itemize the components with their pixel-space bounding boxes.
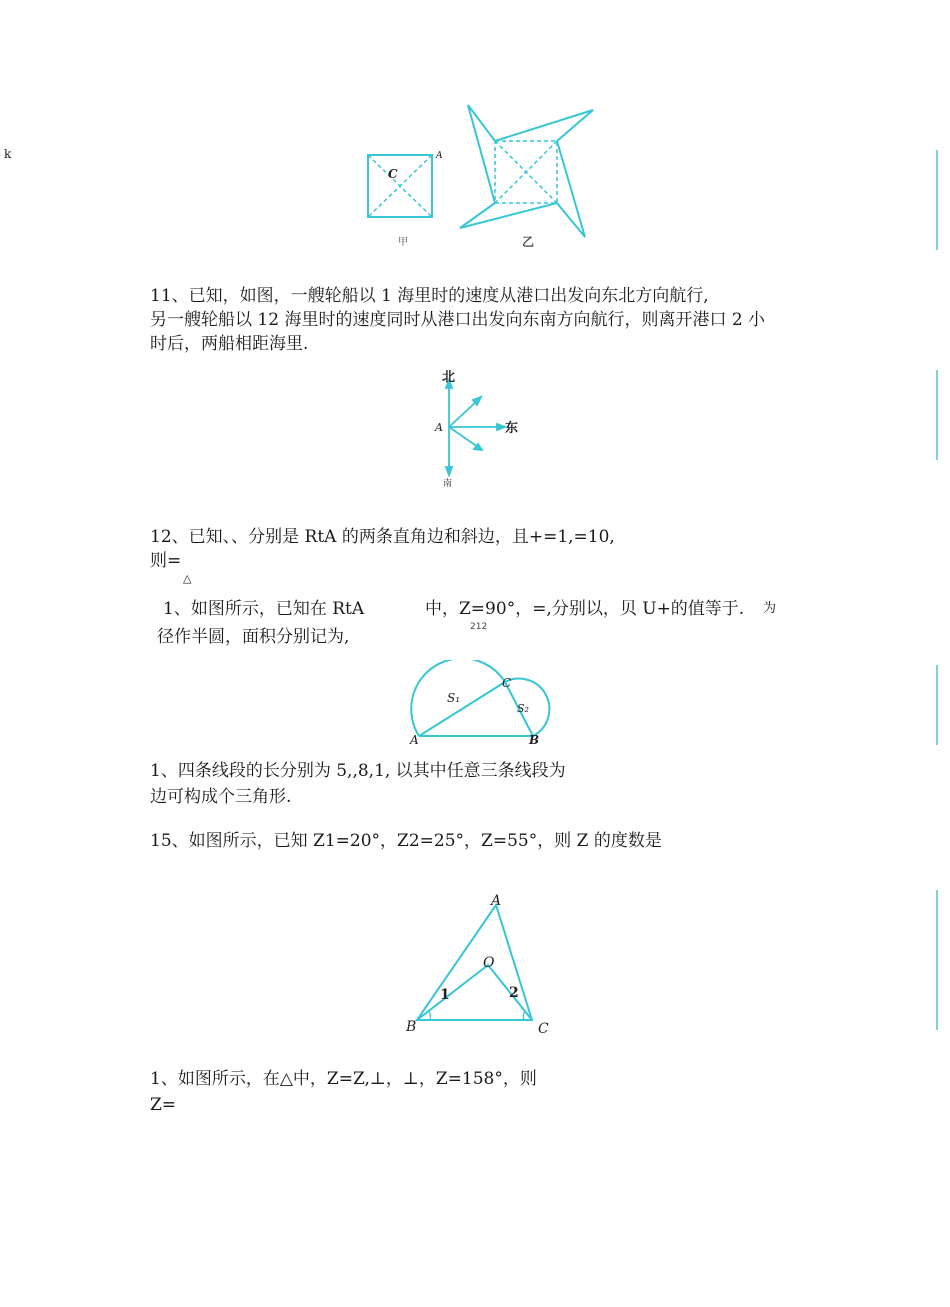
q11-line2: 另一艘轮船以 12 海里时的速度同时从港口出发向东南方向航行，则离开港口 2 小 (150, 310, 766, 330)
semicircle-label-s2: S₂ (517, 702, 529, 715)
q16-line2: Z= (150, 1095, 177, 1115)
caption-right: 乙 (522, 235, 535, 249)
q13-line1c: 为 (763, 601, 777, 616)
caption-left: 甲 (398, 237, 408, 248)
triangle-angle-1: 1 (440, 987, 450, 1003)
q13-line1a: 1、如图所示，已知在 RtA (163, 599, 365, 619)
semicircle-label-b: B (529, 733, 540, 747)
q12-line1: 12、已知、、分别是 RtA 的两条直角边和斜边，且+=1,=10, (150, 527, 615, 547)
q13-line1b: 中，Z=90°，=,分别以，贝 U+的值等于. (425, 599, 745, 619)
triangle-label-a: A (491, 893, 502, 909)
square-label-a: A (436, 151, 443, 161)
compass-north: 北 (442, 370, 456, 385)
q12-line2: 则= (150, 551, 182, 571)
q13-subscript: 212 (470, 622, 488, 632)
q11-line3: 时后，两船相距海里. (150, 334, 309, 354)
left-margin-mark: k (4, 147, 12, 161)
triangle-angle-2: 2 (509, 985, 519, 1001)
compass-figure (425, 365, 535, 490)
q16-line1: 1、如图所示，在△中，Z=Z,⊥，⊥，Z=158°，则 (150, 1069, 537, 1089)
q11-line1: 11、已知，如图，一艘轮船以 1 海里时的速度从港口出发向东北方向航行, (150, 286, 709, 306)
q14-line1: 1、四条线段的长分别为 5,,8,1, 以其中任意三条线段为 (150, 761, 566, 781)
page-edge-mark (936, 890, 938, 1030)
square-label-c: C (388, 167, 398, 181)
square-pinwheel-figure (350, 100, 610, 250)
semicircle-label-a: A (410, 733, 419, 747)
page-edge-mark (936, 150, 938, 250)
compass-east: 东 (505, 421, 519, 436)
semicircle-label-s1: S₁ (447, 691, 461, 705)
q14-line2: 边可构成个三角形. (150, 787, 292, 807)
semicircle-label-c: C (502, 676, 512, 690)
q15-line1: 15、如图所示，已知 Z1=20°，Z2=25°，Z=55°，则 Z 的度数是 (150, 831, 662, 851)
triangle-label-o: O (483, 955, 495, 971)
semicircle-figure (405, 660, 555, 750)
page-edge-mark (936, 370, 938, 460)
q13-line2: 径作半圆，面积分别记为, (157, 627, 350, 647)
triangle-label-c: C (538, 1021, 549, 1033)
q12-triangle: △ (183, 572, 192, 585)
page-edge-mark (936, 665, 938, 745)
compass-origin: A (435, 421, 443, 434)
compass-south: 南 (443, 479, 453, 489)
triangle-label-b: B (406, 1019, 417, 1033)
triangle-figure (400, 885, 565, 1033)
